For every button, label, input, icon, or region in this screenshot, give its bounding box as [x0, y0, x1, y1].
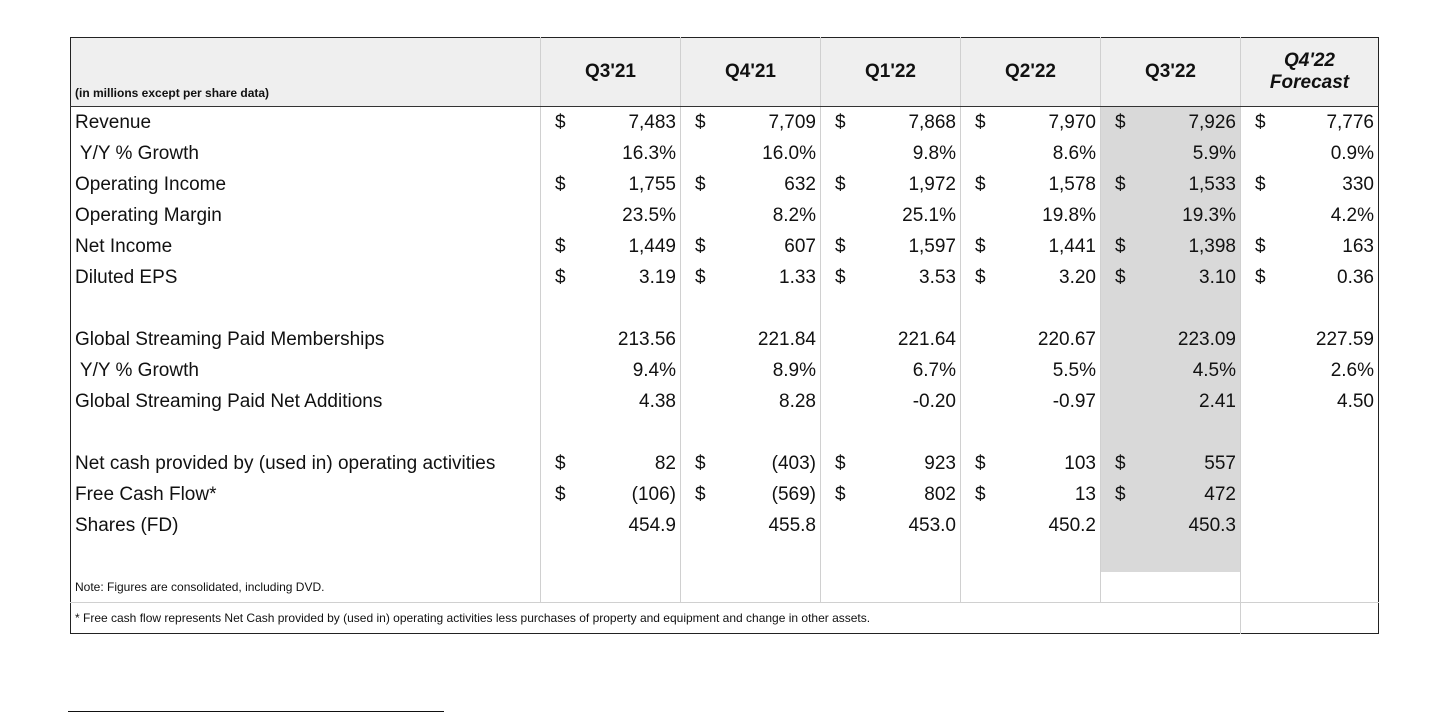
- table-row: [71, 231, 1379, 262]
- financial-summary-table: [70, 37, 1379, 634]
- value-cell: [681, 293, 821, 324]
- value-cell: [821, 386, 961, 417]
- cell-value: 4.50: [1337, 391, 1374, 412]
- currency-symbol: $: [555, 453, 566, 474]
- cell-value: 3.10: [1199, 267, 1236, 288]
- currency-symbol: [545, 200, 555, 231]
- currency-symbol: $: [555, 174, 566, 195]
- value-cell: [821, 479, 961, 510]
- value-cell: [961, 541, 1101, 572]
- cell-value: 7,926: [1188, 112, 1236, 133]
- cell-value: 19.3%: [1182, 205, 1236, 226]
- currency-symbol: [965, 324, 975, 355]
- table-row: [71, 324, 1379, 355]
- value-cell: [681, 107, 821, 139]
- value-cell: [961, 479, 1101, 510]
- cell-value: 16.0%: [762, 143, 816, 164]
- value-cell: [821, 417, 961, 448]
- currency-symbol: $: [695, 484, 706, 505]
- empty-cell: [1241, 603, 1379, 634]
- cell-value: 1,972: [908, 174, 956, 195]
- column-header-q2-22: Q2'22: [961, 38, 1101, 107]
- table-row: [71, 541, 1379, 572]
- value-cell: [681, 138, 821, 169]
- cell-value: 607: [784, 236, 816, 257]
- column-header-q3-21: Q3'21: [541, 38, 681, 107]
- currency-symbol: [965, 355, 975, 386]
- currency-symbol: [1105, 355, 1115, 386]
- row-label: Free Cash Flow*: [71, 479, 541, 510]
- currency-symbol: [1245, 138, 1255, 169]
- value-cell: [681, 510, 821, 541]
- value-cell: [961, 448, 1101, 479]
- currency-symbol: [825, 355, 835, 386]
- value-cell: [541, 262, 681, 293]
- cell-value: -0.97: [1052, 391, 1096, 412]
- value-cell: [1101, 262, 1241, 293]
- currency-symbol: [965, 386, 975, 417]
- cell-value: (106): [631, 484, 676, 505]
- currency-symbol: [1105, 324, 1115, 355]
- value-cell: [1101, 448, 1241, 479]
- value-cell: [1241, 386, 1379, 417]
- value-cell: [1101, 417, 1241, 448]
- empty-cell: [961, 572, 1101, 603]
- value-cell: [541, 448, 681, 479]
- currency-symbol: [545, 386, 555, 417]
- table-row: [71, 355, 1379, 386]
- value-cell: [821, 138, 961, 169]
- row-label: Global Streaming Paid Net Additions: [71, 386, 541, 417]
- value-cell: [1101, 386, 1241, 417]
- currency-symbol: $: [1255, 112, 1266, 133]
- table-row: [71, 417, 1379, 448]
- cell-value: 1,449: [628, 236, 676, 257]
- cell-value: 7,970: [1048, 112, 1096, 133]
- value-cell: [961, 169, 1101, 200]
- value-cell: [541, 107, 681, 139]
- value-cell: [541, 324, 681, 355]
- cell-value: 19.8%: [1042, 205, 1096, 226]
- value-cell: [1241, 293, 1379, 324]
- cell-value: 1,597: [908, 236, 956, 257]
- value-cell: [1241, 200, 1379, 231]
- currency-symbol: $: [555, 267, 566, 288]
- value-cell: [681, 231, 821, 262]
- currency-symbol: $: [1255, 174, 1266, 195]
- currency-symbol: [685, 324, 695, 355]
- value-cell: [821, 169, 961, 200]
- currency-symbol: $: [975, 453, 986, 474]
- value-cell: [541, 200, 681, 231]
- value-cell: [1101, 107, 1241, 139]
- currency-symbol: $: [695, 236, 706, 257]
- cell-value: 163: [1342, 236, 1374, 257]
- currency-symbol: [685, 200, 695, 231]
- currency-symbol: [1105, 200, 1115, 231]
- value-cell: [1101, 355, 1241, 386]
- value-cell: [821, 107, 961, 139]
- footnote-rule: [68, 711, 444, 712]
- empty-cell: [541, 572, 681, 603]
- value-cell: [1241, 417, 1379, 448]
- unit-note: (in millions except per share data): [71, 38, 541, 107]
- value-cell: [961, 231, 1101, 262]
- value-cell: [1241, 448, 1379, 479]
- cell-value: 1,755: [628, 174, 676, 195]
- value-cell: [1101, 324, 1241, 355]
- cell-value: 453.0: [908, 515, 956, 536]
- cell-value: 5.5%: [1052, 360, 1096, 381]
- value-cell: [541, 231, 681, 262]
- value-cell: [821, 262, 961, 293]
- value-cell: [1241, 355, 1379, 386]
- footnote-row: [71, 603, 1379, 634]
- cell-value: 7,868: [908, 112, 956, 133]
- cell-value: 13: [1074, 484, 1096, 505]
- column-header-q4-21: Q4'21: [681, 38, 821, 107]
- value-cell: [821, 324, 961, 355]
- cell-value: 25.1%: [902, 205, 956, 226]
- row-label: [71, 293, 541, 324]
- currency-symbol: [545, 324, 555, 355]
- forecast-label: Forecast: [1269, 72, 1350, 93]
- table-row: [71, 107, 1379, 139]
- value-cell: [961, 293, 1101, 324]
- currency-symbol: $: [555, 112, 566, 133]
- value-cell: [1101, 510, 1241, 541]
- value-cell: [681, 448, 821, 479]
- value-cell: [1241, 262, 1379, 293]
- value-cell: [961, 386, 1101, 417]
- value-cell: [821, 355, 961, 386]
- cell-value: 0.9%: [1330, 143, 1374, 164]
- cell-value: 330: [1342, 174, 1374, 195]
- value-cell: [821, 231, 961, 262]
- value-cell: [681, 200, 821, 231]
- table-row: [71, 479, 1379, 510]
- value-cell: [1101, 231, 1241, 262]
- value-cell: [541, 138, 681, 169]
- value-cell: [961, 355, 1101, 386]
- value-cell: [1101, 200, 1241, 231]
- table-row: [71, 293, 1379, 324]
- row-label: Y/Y % Growth: [71, 138, 541, 169]
- currency-symbol: $: [695, 112, 706, 133]
- cell-value: 103: [1064, 453, 1096, 474]
- cell-value: 2.41: [1199, 391, 1236, 412]
- value-cell: [1101, 479, 1241, 510]
- value-cell: [1241, 510, 1379, 541]
- value-cell: [1241, 324, 1379, 355]
- row-label: Operating Income: [71, 169, 541, 200]
- value-cell: [681, 169, 821, 200]
- value-cell: [681, 355, 821, 386]
- cell-value: 8.2%: [772, 205, 816, 226]
- currency-symbol: $: [975, 112, 986, 133]
- value-cell: [1241, 541, 1379, 572]
- note-row: [71, 572, 1379, 603]
- value-cell: [821, 200, 961, 231]
- currency-symbol: $: [695, 174, 706, 195]
- currency-symbol: $: [1115, 484, 1126, 505]
- value-cell: [1101, 138, 1241, 169]
- table-row: [71, 448, 1379, 479]
- cell-value: 1,533: [1188, 174, 1236, 195]
- currency-symbol: [685, 138, 695, 169]
- cell-value: 557: [1204, 453, 1236, 474]
- currency-symbol: [685, 355, 695, 386]
- cell-value: 923: [924, 453, 956, 474]
- cell-value: 802: [924, 484, 956, 505]
- currency-symbol: $: [835, 453, 846, 474]
- currency-symbol: [1245, 324, 1255, 355]
- currency-symbol: [1245, 200, 1255, 231]
- value-cell: [541, 386, 681, 417]
- currency-symbol: $: [835, 236, 846, 257]
- cell-value: 3.20: [1059, 267, 1096, 288]
- currency-symbol: [965, 510, 975, 541]
- currency-symbol: [1245, 386, 1255, 417]
- currency-symbol: [545, 510, 555, 541]
- currency-symbol: [545, 355, 555, 386]
- currency-symbol: $: [835, 484, 846, 505]
- cell-value: 450.2: [1048, 515, 1096, 536]
- currency-symbol: [1245, 355, 1255, 386]
- currency-symbol: $: [1115, 174, 1126, 195]
- empty-cell: [681, 572, 821, 603]
- row-label: Revenue: [71, 107, 541, 139]
- currency-symbol: $: [1115, 453, 1126, 474]
- currency-symbol: $: [555, 236, 566, 257]
- row-label: Global Streaming Paid Memberships: [71, 324, 541, 355]
- cell-value: 5.9%: [1192, 143, 1236, 164]
- cell-value: 227.59: [1315, 329, 1374, 350]
- cell-value: -0.20: [912, 391, 956, 412]
- footnote-text: * Free cash flow represents Net Cash provided by (used in) operating activities less purchases of property and equipment and change in other assets.: [71, 603, 1241, 634]
- empty-cell: [1101, 572, 1241, 603]
- currency-symbol: [685, 386, 695, 417]
- cell-value: 2.6%: [1330, 360, 1374, 381]
- value-cell: [541, 355, 681, 386]
- value-cell: [541, 479, 681, 510]
- value-cell: [681, 417, 821, 448]
- cell-value: 223.09: [1177, 329, 1236, 350]
- cell-value: 221.64: [897, 329, 956, 350]
- value-cell: [821, 541, 961, 572]
- value-cell: [961, 138, 1101, 169]
- value-cell: [961, 417, 1101, 448]
- row-label: Diluted EPS: [71, 262, 541, 293]
- cell-value: 9.4%: [632, 360, 676, 381]
- currency-symbol: [825, 324, 835, 355]
- cell-value: 1,578: [1048, 174, 1096, 195]
- table-row: [71, 386, 1379, 417]
- value-cell: [961, 510, 1101, 541]
- cell-value: 7,709: [768, 112, 816, 133]
- empty-cell: [1241, 572, 1379, 603]
- value-cell: [961, 262, 1101, 293]
- value-cell: [821, 448, 961, 479]
- value-cell: [1241, 479, 1379, 510]
- cell-value: 16.3%: [622, 143, 676, 164]
- empty-cell: [821, 572, 961, 603]
- cell-value: 213.56: [617, 329, 676, 350]
- value-cell: [961, 200, 1101, 231]
- cell-value: 632: [784, 174, 816, 195]
- table-row: [71, 169, 1379, 200]
- currency-symbol: $: [975, 236, 986, 257]
- value-cell: [681, 262, 821, 293]
- currency-symbol: $: [835, 174, 846, 195]
- value-cell: [681, 479, 821, 510]
- value-cell: [541, 293, 681, 324]
- value-cell: [1101, 169, 1241, 200]
- currency-symbol: [1105, 386, 1115, 417]
- cell-value: 8.6%: [1052, 143, 1096, 164]
- cell-value: 472: [1204, 484, 1236, 505]
- cell-value: 7,483: [628, 112, 676, 133]
- cell-value: 8.9%: [772, 360, 816, 381]
- value-cell: [1101, 541, 1241, 572]
- cell-value: 450.3: [1188, 515, 1236, 536]
- value-cell: [681, 541, 821, 572]
- cell-value: 6.7%: [912, 360, 956, 381]
- cell-value: 8.28: [779, 391, 816, 412]
- forecast-quarter: Q4'22: [1284, 50, 1335, 71]
- currency-symbol: [825, 386, 835, 417]
- cell-value: 220.67: [1037, 329, 1096, 350]
- cell-value: 4.2%: [1330, 205, 1374, 226]
- row-label: Net Income: [71, 231, 541, 262]
- currency-symbol: [825, 138, 835, 169]
- row-label: [71, 541, 541, 572]
- cell-value: 0.36: [1337, 267, 1374, 288]
- table-row: [71, 262, 1379, 293]
- table-row: [71, 138, 1379, 169]
- cell-value: 221.84: [757, 329, 816, 350]
- cell-value: 4.5%: [1192, 360, 1236, 381]
- currency-symbol: $: [835, 267, 846, 288]
- currency-symbol: $: [975, 174, 986, 195]
- cell-value: 455.8: [768, 515, 816, 536]
- value-cell: [541, 169, 681, 200]
- header-row: [71, 38, 1379, 107]
- cell-value: 23.5%: [622, 205, 676, 226]
- value-cell: [961, 107, 1101, 139]
- cell-value: 1,398: [1188, 236, 1236, 257]
- cell-value: 3.53: [919, 267, 956, 288]
- currency-symbol: $: [695, 267, 706, 288]
- currency-symbol: $: [1115, 236, 1126, 257]
- cell-value: 1,441: [1048, 236, 1096, 257]
- column-header-q1-22: Q1'22: [821, 38, 961, 107]
- currency-symbol: $: [1115, 112, 1126, 133]
- value-cell: [821, 293, 961, 324]
- value-cell: [541, 417, 681, 448]
- row-label: Operating Margin: [71, 200, 541, 231]
- value-cell: [1241, 169, 1379, 200]
- row-label: Y/Y % Growth: [71, 355, 541, 386]
- currency-symbol: [825, 510, 835, 541]
- currency-symbol: [965, 138, 975, 169]
- cell-value: 9.8%: [912, 143, 956, 164]
- cell-value: 82: [654, 453, 676, 474]
- currency-symbol: [685, 510, 695, 541]
- cell-value: (403): [771, 453, 816, 474]
- currency-symbol: $: [975, 484, 986, 505]
- note-text: Note: Figures are consolidated, including DVD.: [71, 572, 541, 603]
- currency-symbol: [545, 138, 555, 169]
- currency-symbol: $: [975, 267, 986, 288]
- value-cell: [541, 541, 681, 572]
- value-cell: [821, 510, 961, 541]
- table-row: [71, 510, 1379, 541]
- value-cell: [1241, 231, 1379, 262]
- value-cell: [1241, 107, 1379, 139]
- value-cell: [541, 510, 681, 541]
- cell-value: 454.9: [628, 515, 676, 536]
- table-row: [71, 200, 1379, 231]
- row-label: Shares (FD): [71, 510, 541, 541]
- cell-value: 1.33: [779, 267, 816, 288]
- currency-symbol: [1105, 138, 1115, 169]
- value-cell: [681, 386, 821, 417]
- column-header-q3-22: Q3'22: [1101, 38, 1241, 107]
- column-header-forecast: [1241, 38, 1379, 107]
- cell-value: 7,776: [1326, 112, 1374, 133]
- value-cell: [1241, 138, 1379, 169]
- currency-symbol: $: [695, 453, 706, 474]
- currency-symbol: [1105, 510, 1115, 541]
- value-cell: [961, 324, 1101, 355]
- currency-symbol: $: [835, 112, 846, 133]
- currency-symbol: $: [555, 484, 566, 505]
- row-label: [71, 417, 541, 448]
- currency-symbol: $: [1255, 236, 1266, 257]
- cell-value: (569): [771, 484, 816, 505]
- row-label: Net cash provided by (used in) operating activities: [71, 448, 541, 479]
- cell-value: 4.38: [639, 391, 676, 412]
- currency-symbol: $: [1115, 267, 1126, 288]
- value-cell: [1101, 293, 1241, 324]
- value-cell: [681, 324, 821, 355]
- currency-symbol: [965, 200, 975, 231]
- currency-symbol: $: [1255, 267, 1266, 288]
- currency-symbol: [825, 200, 835, 231]
- cell-value: 3.19: [639, 267, 676, 288]
